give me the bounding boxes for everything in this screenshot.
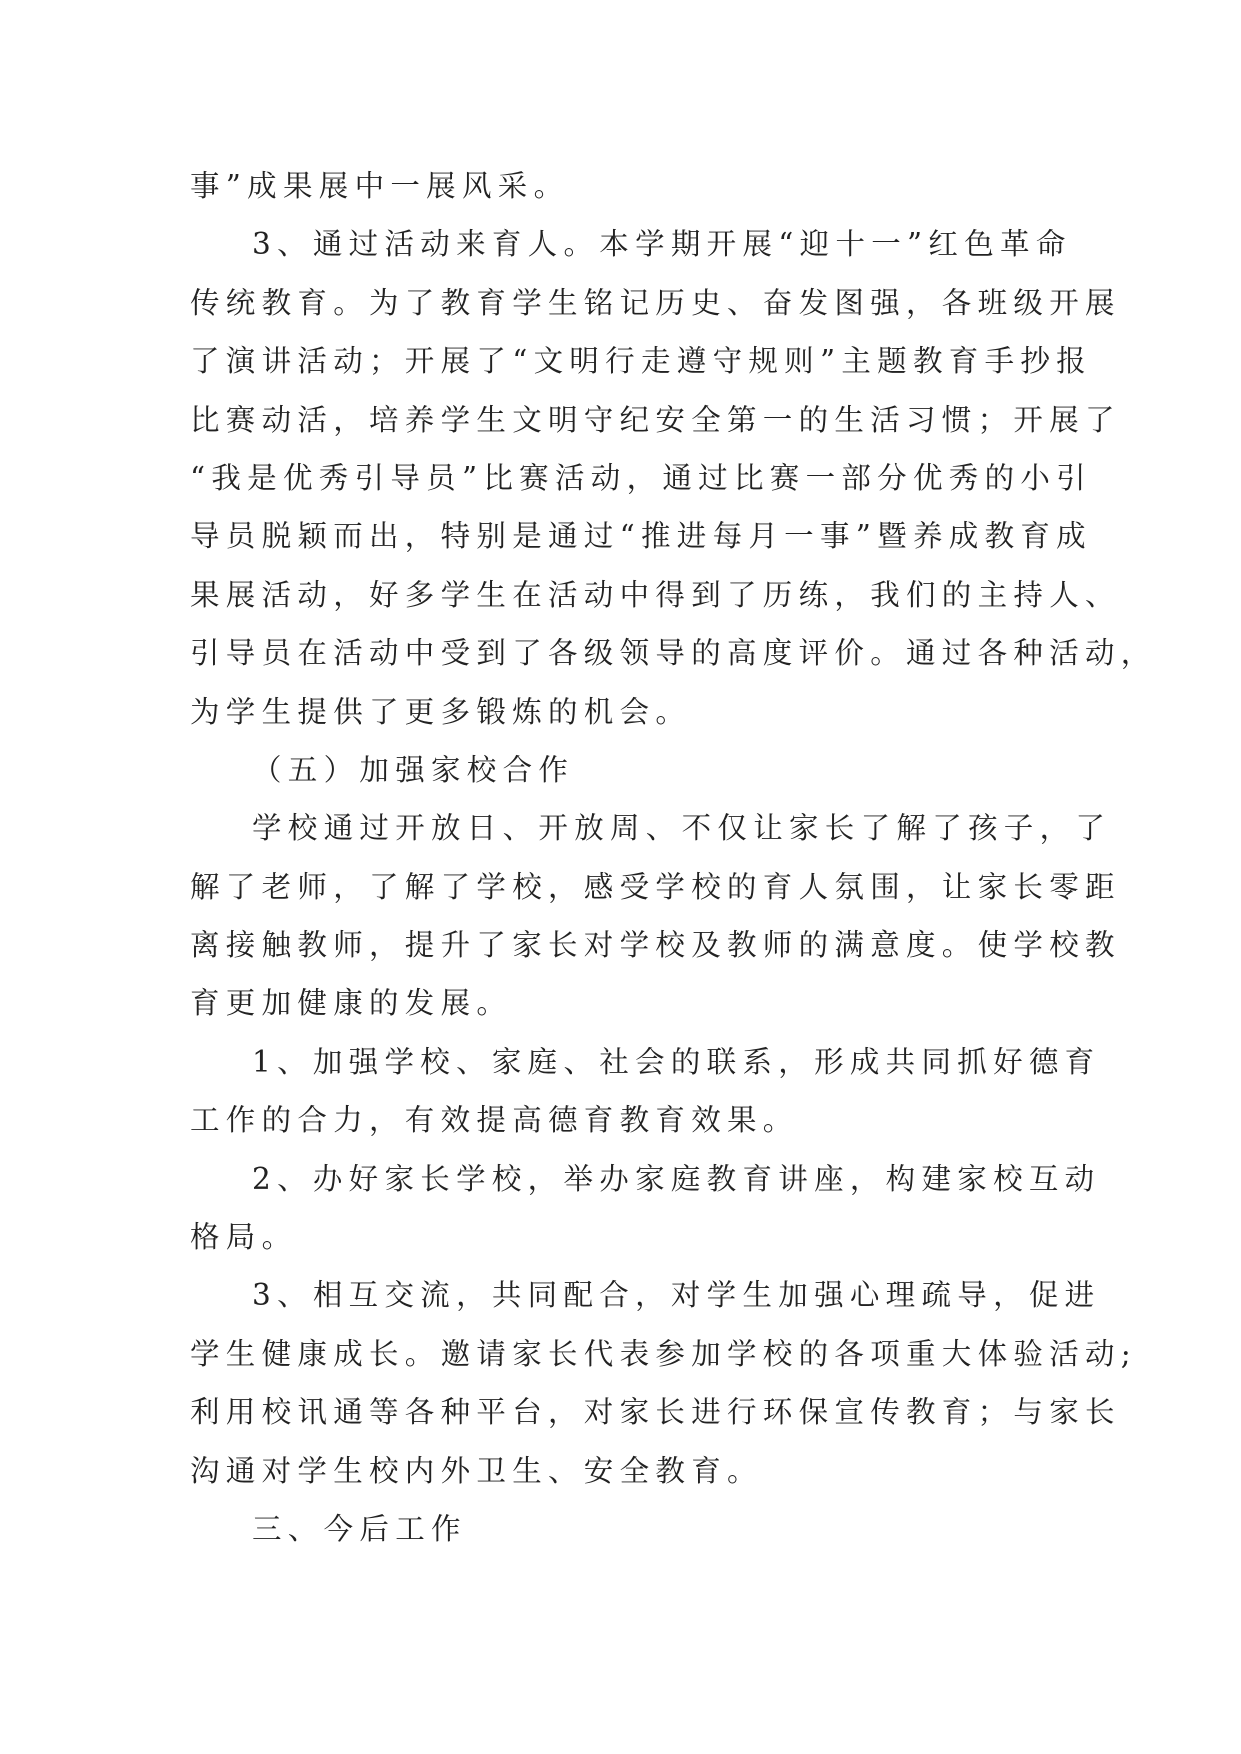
text-line: 解了老师，了解了学校，感受学校的育人氛围，让家长零距 [190, 869, 1121, 904]
text-line: 导员脱颖而出，特别是通过“推进每月一事”暨养成教育成 [190, 519, 1092, 554]
text-line: 传统教育。为了教育学生铭记历史、奋发图强，各班级开展 [190, 285, 1121, 320]
paragraph-start-line: 2、办好家长学校，举办家庭教育讲座，构建家校互动 [252, 1161, 1101, 1196]
text-line: “我是优秀引导员”比赛活动，通过比赛一部分优秀的小引 [190, 460, 1092, 495]
paragraph-start-line: 3、相互交流，共同配合，对学生加强心理疏导，促进 [252, 1278, 1101, 1313]
text-line: 格局。 [190, 1220, 298, 1255]
text-line: 为学生提供了更多锻炼的机会。 [190, 694, 692, 729]
paragraph-start-line: 学校通过开放日、开放周、不仅让家长了解了孩子，了 [252, 811, 1112, 846]
text-line: 工作的合力，有效提高德育教育效果。 [190, 1103, 799, 1138]
text-line: 学生健康成长。邀请家长代表参加学校的各项重大体验活动; [190, 1336, 1138, 1371]
text-line: 离接触教师，提升了家长对学校及教师的满意度。使学校教 [190, 928, 1121, 963]
text-line: 沟通对学生校内外卫生、安全教育。 [190, 1453, 763, 1488]
section-heading: 三、今后工作 [252, 1511, 467, 1546]
paragraph-start-line: 3、通过活动来育人。本学期开展“迎十一”红色革命 [252, 227, 1072, 262]
text-line: 比赛动活，培养学生文明守纪安全第一的生活习惯；开展了 [190, 402, 1121, 437]
section-subheading: （五）加强家校合作 [252, 752, 575, 787]
text-line: 了演讲活动；开展了“文明行走遵守规则”主题教育手抄报 [190, 344, 1092, 379]
text-line: 果展活动，好多学生在活动中得到了历练，我们的主持人、 [190, 577, 1121, 612]
text-line: 事”成果展中一展风采。 [190, 169, 570, 203]
text-line: 育更加健康的发展。 [190, 986, 513, 1021]
text-line: 利用校讯通等各种平台，对家长进行环保宣传教育；与家长 [190, 1395, 1121, 1430]
document-body [190, 157, 1157, 1558]
text-line: 引导员在活动中受到了各级领导的高度评价。通过各种活动， [190, 636, 1157, 671]
paragraph-start-line: 1、加强学校、家庭、社会的联系，形成共同抓好德育 [252, 1044, 1101, 1079]
